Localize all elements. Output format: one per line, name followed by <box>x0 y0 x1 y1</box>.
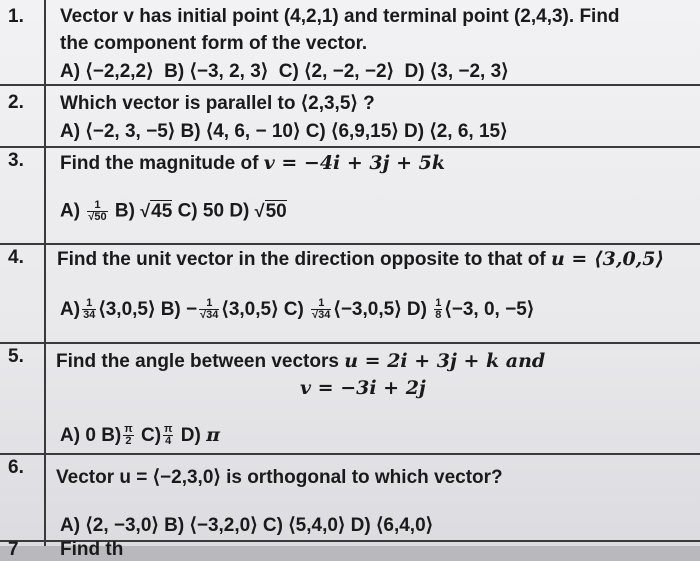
question-number: 3. <box>8 150 24 171</box>
question-text <box>57 248 664 271</box>
choice-label: A) <box>60 425 81 446</box>
choice-value: ⟨2, −3,0⟩ <box>85 515 159 536</box>
question-text: Which vector is parallel to ⟨2,3,5⟩ ? <box>60 93 375 114</box>
math-expression: v = −4i + 3j + 5k <box>263 152 446 174</box>
fraction: $\frac{1}{√34}$ <box>312 297 331 322</box>
row-divider <box>0 146 700 148</box>
math-expression: u = ⟨3,0,5⟩ <box>550 248 665 270</box>
choice-value: 0 <box>85 425 96 446</box>
choice-label: A) <box>60 61 81 82</box>
choice-value: ⟨2, 6, 15⟩ <box>429 121 508 142</box>
row-divider <box>0 342 700 344</box>
choice-value: ⟨−2, 3, −5⟩ <box>85 121 176 142</box>
fraction: $\frac{1}{8}$ <box>435 297 442 322</box>
choice-label: B) <box>101 425 122 446</box>
choice-value: ⟨−3, 2, 3⟩ <box>189 61 269 82</box>
choice-value: ⟨5,4,0⟩ <box>288 515 346 536</box>
choice-label: B) <box>114 200 135 222</box>
choice-label: C) <box>305 121 326 142</box>
fraction: $\frac{\pi}{2}$ <box>124 423 133 448</box>
choice-label: C) <box>177 200 198 222</box>
choice-label: C) <box>140 425 162 446</box>
row-divider <box>0 453 700 455</box>
row-divider <box>0 243 700 245</box>
choice-label: A) <box>60 200 81 222</box>
choice-sign: − <box>186 299 198 320</box>
question-number: 7 <box>8 539 19 560</box>
choice-value: 50 <box>202 200 225 222</box>
math-expression <box>300 377 426 400</box>
choice-label: C) <box>283 299 304 320</box>
choice-label: D) <box>406 299 427 320</box>
math-expression: u = 2i + 3j + k and <box>344 350 546 372</box>
choice-label: C) <box>262 515 283 536</box>
question-text: Find th <box>60 539 124 560</box>
choice-label: D) <box>404 61 425 82</box>
choice-label: B) <box>160 299 181 320</box>
question-number: 4. <box>8 247 24 268</box>
choice-value: ⟨−3,0,5⟩ <box>333 299 402 320</box>
choice-label: D) <box>229 200 250 222</box>
choice-value: ⟨3, −2, 3⟩ <box>429 61 509 82</box>
question-text <box>56 350 545 373</box>
question-text <box>60 152 445 175</box>
question-text: Vector v has initial point (4,2,1) and terminal point (2,4,3). Find <box>60 6 620 27</box>
choice-value: ⟨6,9,15⟩ <box>331 121 399 142</box>
choice-value: ⟨−3,2,0⟩ <box>189 515 258 536</box>
square-root: √50 <box>254 200 287 222</box>
choice-value: ⟨3,0,5⟩ <box>221 299 279 320</box>
question-number: 1. <box>8 6 24 27</box>
question-prompt: Find the angle between vectors <box>56 351 339 372</box>
choice-value: π <box>206 424 220 446</box>
choice-label: A) <box>60 515 81 536</box>
choice-label: A) <box>60 299 81 320</box>
square-root: √45 <box>140 200 173 222</box>
choice-value: ⟨6,4,0⟩ <box>375 515 434 536</box>
fraction: $\frac{1}{34}$ <box>83 297 96 322</box>
question-number: 5. <box>8 346 24 367</box>
answer-choices <box>60 200 287 223</box>
question-number: 6. <box>8 457 24 478</box>
choice-label: D) <box>350 515 371 536</box>
fraction: $\frac{\pi}{4}$ <box>164 423 173 448</box>
answer-choices <box>60 298 534 321</box>
question-number: 2. <box>8 92 24 113</box>
choice-value: ⟨3,0,5⟩ <box>98 299 156 320</box>
choice-label: B) <box>180 121 201 142</box>
fraction: $\frac{1}{√34}$ <box>200 297 219 322</box>
answer-choices <box>60 120 508 143</box>
answer-choices <box>60 60 509 83</box>
choice-label: A) <box>60 121 81 142</box>
choice-label: B) <box>164 515 185 536</box>
question-text: Vector u = ⟨−2,3,0⟩ is orthogonal to which vector? <box>56 467 503 488</box>
choice-value: ⟨−3, 0, −5⟩ <box>444 299 535 320</box>
choice-label: D) <box>403 121 425 142</box>
vector-v: v = −3i + 2j <box>300 377 426 399</box>
question-text: the component form of the vector. <box>60 33 368 54</box>
choice-label: B) <box>164 61 185 82</box>
answer-choices <box>60 514 433 537</box>
column-divider <box>44 0 46 546</box>
choice-label: C) <box>278 61 299 82</box>
choice-value: ⟨−2,2,2⟩ <box>85 61 154 82</box>
question-prompt: Find the unit vector in the direction opposite to that of <box>57 249 546 270</box>
fraction: $\frac{1}{√50}$ <box>88 199 107 223</box>
choice-value: ⟨4, 6, − 10⟩ <box>205 121 301 142</box>
choice-label: D) <box>180 425 201 446</box>
question-prompt: Find the magnitude of <box>60 153 259 174</box>
answer-choices <box>60 424 220 447</box>
row-divider <box>0 84 700 86</box>
choice-value: ⟨2, −2, −2⟩ <box>304 61 394 82</box>
